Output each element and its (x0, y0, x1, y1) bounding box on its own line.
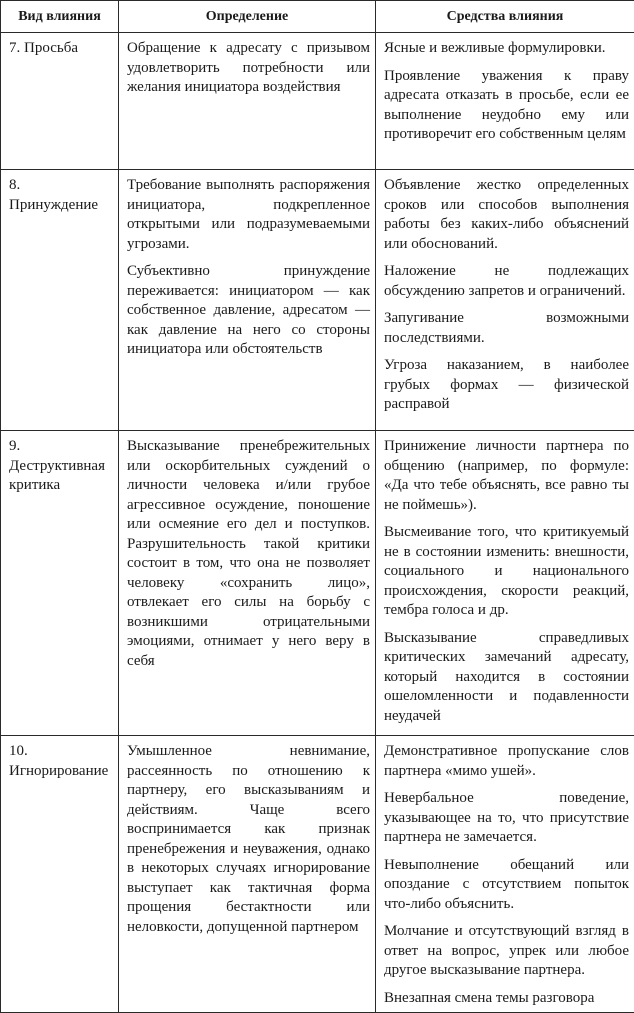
means-paragraph: Внезапная смена темы разговора (384, 989, 629, 1009)
means-paragraph: Молчание и отсутствующий взгляд в ответ на вопрос, упрек или любое другое высказывание партнера. (384, 922, 629, 981)
means-paragraph: Демонстративное пропускание слов партнера «мимо ушей». (384, 742, 629, 781)
table-row (1, 33, 634, 170)
row-definition-cell (119, 33, 376, 170)
table-row (1, 170, 634, 431)
table-row (1, 431, 634, 736)
row-means-cell (376, 33, 634, 170)
definition-paragraph: Требование выполнять распоряжения инициатора, подкрепленное открытыми или подразумеваемыми угрозами. (127, 176, 370, 254)
row-definition-cell (119, 736, 376, 1013)
row-means-cell (376, 170, 634, 431)
header-definition: Определение (119, 1, 376, 33)
row-type-cell: 8. Принуждение (1, 170, 119, 431)
means-paragraph: Проявление уважения к праву адресата отказать в просьбе, если ее выполнение неудобно ему или противоречит его собственным целям (384, 67, 629, 145)
row-type-cell: 9. Деструктивная критика (1, 431, 119, 736)
means-paragraph: Высказывание справедливых критических замечаний адресату, который находится в состоянии ошеломленности и подавленности неудачей (384, 629, 629, 727)
means-paragraph: Невыполнение обещаний или опоздание с отсутствием попыток что-либо объяснить. (384, 856, 629, 915)
table-header-row (1, 1, 634, 33)
means-paragraph: Принижение личности партнера по общению (например, по формуле: «Да что тебе объяснять, все равно ты не поймешь»). (384, 437, 629, 515)
definition-paragraph: Субъективно принуждение переживается: инициатором — как собственное давление, адресатом — как давление на него со стороны инициатора или обстоятельств (127, 262, 370, 360)
definition-paragraph: Умышленное невнимание, рассеянность по отношению к партнеру, его высказываниям и действиям. Чаще всего воспринимается как признак пренебрежения и неуважения, однако в некоторых случаях игнорирование выступает как тактичная форма прощения бестактности или неловкости, допущенной партнером (127, 742, 370, 937)
means-paragraph: Объявление жестко определенных сроков или способов выполнения работы без каких-либо объяснений или обоснований. (384, 176, 629, 254)
header-means: Средства влияния (376, 1, 634, 33)
means-paragraph: Высмеивание того, что критикуемый не в состоянии изменить: внешности, социального и национального происхождения, скорости реакций, тембра голоса и др. (384, 523, 629, 621)
means-paragraph: Невербальное поведение, указывающее на то, что присутствие партнера не замечается. (384, 789, 629, 848)
row-means-cell (376, 431, 634, 736)
definition-paragraph: Обращение к адресату с призывом удовлетворить потребности или желания инициатора воздействия (127, 39, 370, 98)
means-paragraph: Наложение не подлежащих обсуждению запретов и ограничений. (384, 262, 629, 301)
means-paragraph: Ясные и вежливые формулировки. (384, 39, 629, 59)
row-means-cell (376, 736, 634, 1013)
table-row (1, 736, 634, 1013)
row-type-cell: 7. Просьба (1, 33, 119, 170)
row-definition-cell (119, 170, 376, 431)
definition-paragraph: Высказывание пренебрежительных или оскорбительных суждений о личности человека и/или грубое агрессивное осуждение, поношение или осмеяние его дел и поступков. Разрушительность такой критики состоит в том, что она не позволяет человеку «сохранить лицо», отвлекает его силы на борьбу с возникшими отрицательными эмоциями, отнимает у него веру в себя (127, 437, 370, 671)
means-paragraph: Угроза наказанием, в наиболее грубых формах — физической расправой (384, 356, 629, 415)
row-type-cell: 10. Игнорирование (1, 736, 119, 1013)
row-definition-cell (119, 431, 376, 736)
header-type: Вид влияния (1, 1, 119, 33)
means-paragraph: Запугивание возможными последствиями. (384, 309, 629, 348)
